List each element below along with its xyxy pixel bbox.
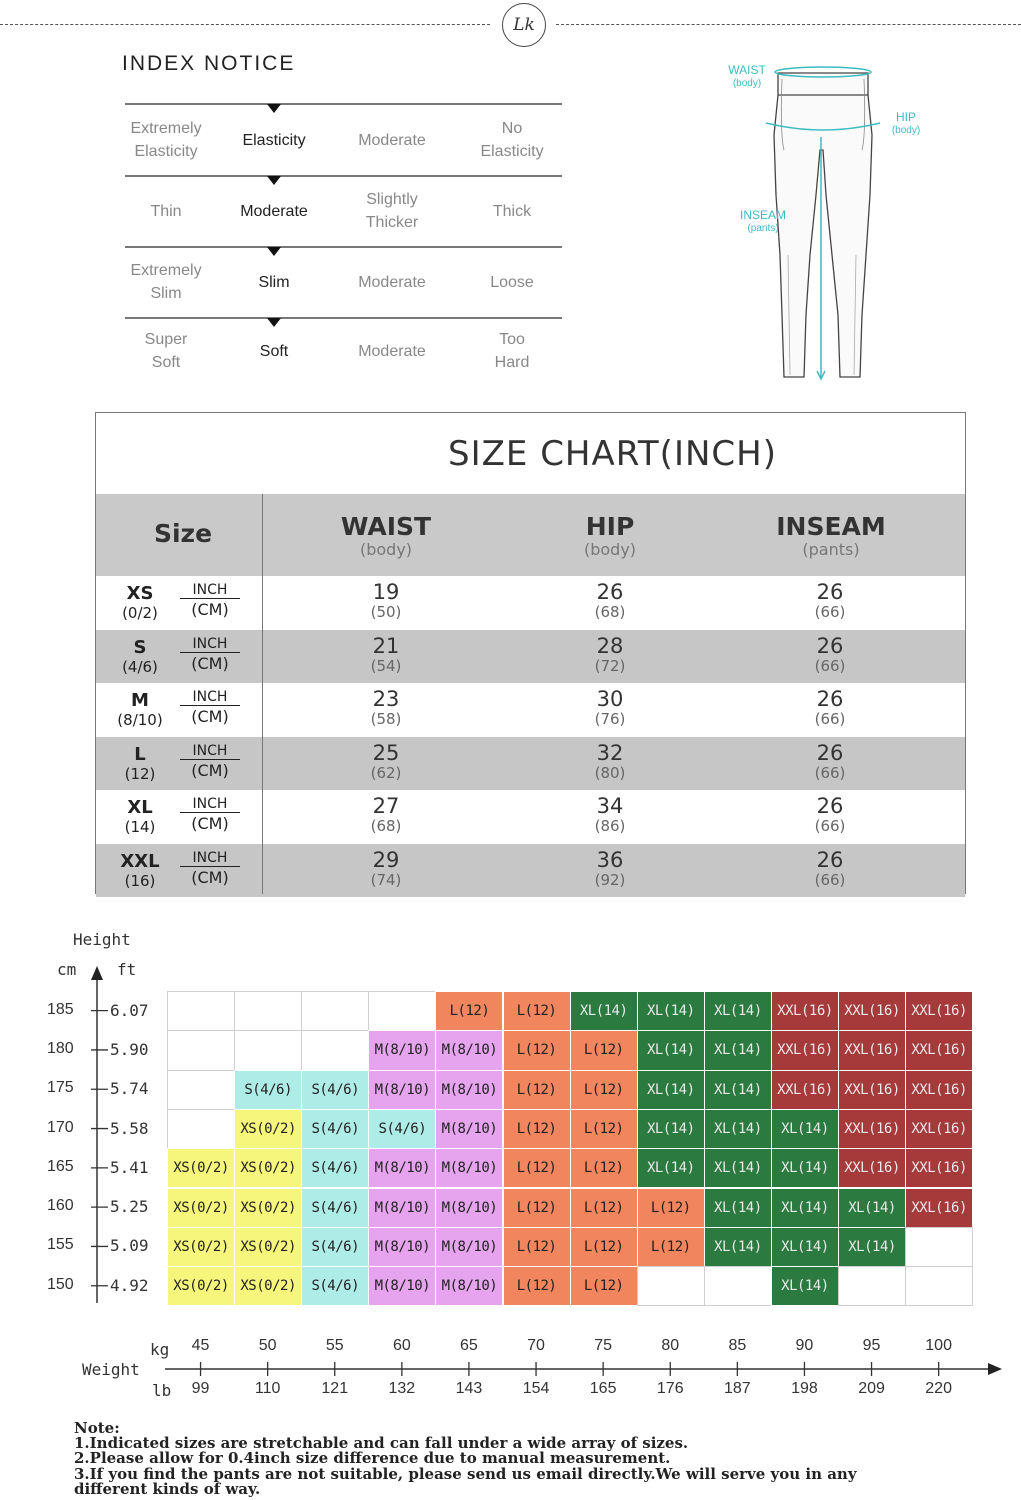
inseam-inch-value: 26 — [816, 687, 844, 711]
grid-cell — [234, 991, 302, 1031]
grid-cell: L(12) — [570, 1188, 638, 1228]
hip-cm-value: (72) — [594, 656, 626, 675]
weight-kg-tick: 85 — [728, 1337, 747, 1354]
hip-inch-value: 28 — [596, 633, 624, 658]
height-axis-label: Height — [73, 930, 131, 949]
grid-cell: XXL(16) — [905, 1188, 973, 1228]
inseam-column-title: INSEAM — [776, 512, 886, 541]
grid-cell: L(12) — [570, 1227, 638, 1267]
unit-cm: (CM) — [191, 867, 229, 887]
size-column-header-text: Size — [153, 519, 213, 548]
grid-cell: XXL(16) — [771, 1070, 839, 1110]
waist-cm-value: (50) — [370, 603, 402, 621]
size-letter: L — [134, 743, 146, 765]
hip-inch-value: 30 — [596, 687, 624, 711]
lb-unit-label: lb — [152, 1381, 172, 1400]
waist-inch-value: 25 — [372, 740, 400, 765]
grid-cell: XL(14) — [570, 991, 638, 1031]
grid-cell: XS(0/2) — [234, 1148, 302, 1188]
grid-cell: S(4/6) — [301, 1148, 369, 1188]
grid-cell: M(8/10) — [435, 1109, 503, 1149]
hip-inch-value: 32 — [596, 740, 624, 765]
size-us: (16) — [124, 871, 156, 890]
grid-cell: L(12) — [503, 1109, 571, 1149]
index-option: Moderate — [240, 202, 308, 220]
grid-cell: XL(14) — [771, 1188, 839, 1228]
grid-cell: S(4/6) — [301, 1070, 369, 1110]
grid-cell — [704, 1266, 772, 1306]
size-letter: S — [133, 636, 147, 658]
note-line: 3.If you find the pants are not suitable, please send us email directly.We will serve you in any — [74, 1464, 857, 1483]
weight-lb-tick: 209 — [858, 1380, 885, 1397]
grid-cell: L(12) — [503, 1070, 571, 1110]
grid-cell: XL(14) — [771, 1109, 839, 1149]
note-line: 2.Please allow for 0.4inch size difference due to manual measurement. — [74, 1449, 671, 1468]
hip-inch-value: 26 — [596, 580, 624, 604]
weight-kg-tick: 65 — [460, 1337, 478, 1354]
weight-kg-tick: 50 — [258, 1337, 277, 1354]
grid-cell: L(12) — [435, 991, 503, 1031]
size-letter: M — [131, 690, 149, 711]
grid-cell — [905, 1227, 973, 1267]
grid-cell: M(8/10) — [368, 1148, 436, 1188]
height-cm-tick: 185 — [47, 1000, 74, 1018]
index-option: Moderate — [358, 131, 426, 149]
grid-cell — [905, 1266, 973, 1306]
unit-cm: (CM) — [191, 760, 229, 780]
inseam-label-sub: (pants) — [747, 223, 779, 234]
grid-cell: L(12) — [503, 1188, 571, 1228]
weight-lb-tick: 110 — [254, 1380, 281, 1397]
waist-label-text: WAIST — [728, 63, 766, 77]
kg-unit-label: kg — [150, 1340, 170, 1359]
grid-cell — [167, 1030, 235, 1070]
size-us: (14) — [124, 818, 156, 836]
weight-lb-tick: 121 — [321, 1380, 349, 1397]
weight-lb-tick: 220 — [925, 1380, 952, 1397]
weight-lb-tick: 132 — [388, 1380, 416, 1397]
hip-cm-value: (68) — [594, 603, 626, 621]
grid-cell — [301, 991, 369, 1031]
grid-cell: S(4/6) — [301, 1227, 369, 1267]
size-chart-title: SIZE CHART(INCH) — [448, 434, 777, 474]
waist-cm-value: (58) — [370, 710, 402, 728]
waist-inch-value: 23 — [372, 687, 400, 711]
unit-inch: INCH — [180, 850, 240, 867]
weight-lb-tick: 154 — [522, 1380, 550, 1397]
height-ft-tick: 4.92 — [110, 1275, 149, 1295]
hip-column-title: HIP — [585, 512, 635, 541]
grid-cell: L(12) — [503, 1227, 571, 1267]
index-option: Soft — [259, 342, 289, 360]
height-ft-tick: 5.25 — [110, 1197, 149, 1217]
waist-inch-value: 29 — [372, 847, 400, 872]
inseam-inch-value: 26 — [816, 580, 844, 604]
grid-cell: XS(0/2) — [234, 1227, 302, 1267]
grid-cell: XL(14) — [771, 1266, 839, 1306]
grid-cell — [167, 1070, 235, 1110]
inseam-inch-value: 26 — [816, 847, 844, 872]
grid-cell: XL(14) — [838, 1188, 906, 1228]
grid-cell — [838, 1266, 906, 1306]
grid-cell — [637, 1266, 705, 1306]
grid-cell: XL(14) — [704, 1188, 772, 1228]
grid-cell — [167, 1109, 235, 1149]
grid-cell: L(12) — [570, 1070, 638, 1110]
unit-inch: INCH — [180, 689, 240, 706]
grid-cell — [368, 991, 436, 1031]
index-option: Extremely Slim — [130, 262, 202, 302]
size-letter: XS — [126, 583, 154, 604]
inseam-cm-value: (66) — [814, 870, 846, 889]
weight-kg-tick: 70 — [527, 1337, 545, 1354]
hip-inch-value: 36 — [596, 847, 624, 872]
grid-cell: S(4/6) — [368, 1109, 436, 1149]
index-option: Extremely Elasticity — [130, 120, 202, 160]
weight-lb-tick: 187 — [723, 1380, 751, 1397]
grid-cell: M(8/10) — [368, 1188, 436, 1228]
waist-inch-value: 27 — [372, 794, 400, 818]
size-us: (8/10) — [117, 711, 163, 729]
waist-column-title: WAIST — [340, 512, 432, 541]
grid-cell: XXL(16) — [905, 1070, 973, 1110]
weight-lb-tick: 198 — [791, 1380, 818, 1397]
index-option: Slim — [258, 273, 290, 291]
grid-cell: XXL(16) — [838, 1109, 906, 1149]
grid-cell: XXL(16) — [905, 1109, 973, 1149]
grid-cell: L(12) — [570, 1266, 638, 1306]
grid-cell: M(8/10) — [435, 1148, 503, 1188]
inseam-inch-value: 26 — [816, 740, 844, 765]
waist-cm-value: (62) — [370, 763, 402, 782]
size-letter: XXL — [120, 850, 160, 872]
waist-cm-value: (68) — [370, 817, 402, 835]
inseam-column-sub: (pants) — [802, 540, 860, 559]
grid-cell: M(8/10) — [435, 1070, 503, 1110]
grid-cell: M(8/10) — [435, 1266, 503, 1306]
index-option: Too Hard — [494, 331, 530, 371]
grid-cell: M(8/10) — [435, 1188, 503, 1228]
weight-kg-tick: 55 — [325, 1337, 344, 1354]
grid-cell: XL(14) — [704, 1109, 772, 1149]
grid-cell: XL(14) — [704, 991, 772, 1031]
grid-cell: XXL(16) — [838, 1030, 906, 1070]
cm-unit-label: cm — [57, 960, 77, 979]
height-ft-tick: 5.90 — [110, 1039, 149, 1059]
hip-label-text: HIP — [895, 110, 916, 124]
grid-cell: XXL(16) — [905, 991, 973, 1031]
grid-cell: M(8/10) — [368, 1266, 436, 1306]
height-ft-tick: 6.07 — [110, 1000, 149, 1020]
ft-unit-label: ft — [117, 960, 137, 979]
index-notice-title: INDEX NOTICE — [122, 52, 296, 75]
grid-cell: XXL(16) — [838, 1148, 906, 1188]
grid-cell: XL(14) — [704, 1030, 772, 1070]
grid-cell: XS(0/2) — [167, 1266, 235, 1306]
unit-cm: (CM) — [191, 814, 229, 833]
unit-inch: INCH — [180, 796, 240, 813]
grid-cell: L(12) — [637, 1227, 705, 1267]
grid-cell: XS(0/2) — [234, 1109, 302, 1149]
height-cm-tick: 170 — [47, 1118, 74, 1136]
size-letter: XL — [127, 797, 153, 818]
unit-inch: INCH — [180, 636, 240, 653]
inseam-cm-value: (66) — [814, 603, 846, 621]
weight-lb-tick: 143 — [455, 1380, 483, 1397]
waist-cm-value: (74) — [370, 870, 402, 889]
grid-cell: XS(0/2) — [167, 1188, 235, 1228]
grid-cell: XXL(16) — [771, 1030, 839, 1070]
inseam-inch-value: 26 — [816, 633, 844, 658]
grid-cell: L(12) — [637, 1188, 705, 1228]
grid-cell: XL(14) — [771, 1227, 839, 1267]
grid-cell: L(12) — [503, 1266, 571, 1306]
index-option: Elasticity — [242, 131, 306, 149]
size-us: (4/6) — [122, 657, 158, 676]
notes-heading: Note: — [74, 1419, 120, 1437]
grid-cell: XS(0/2) — [167, 1148, 235, 1188]
height-cm-tick: 175 — [47, 1079, 74, 1097]
height-cm-tick: 165 — [47, 1157, 74, 1175]
grid-cell: S(4/6) — [301, 1109, 369, 1149]
grid-cell: M(8/10) — [368, 1070, 436, 1110]
note-line: 1.Indicated sizes are stretchable and can fall under a wide array of sizes. — [74, 1434, 689, 1453]
grid-cell: XXL(16) — [838, 991, 906, 1031]
waist-column-sub: (body) — [359, 540, 413, 559]
hip-label-sub: (body) — [891, 125, 921, 136]
index-option: Loose — [490, 273, 534, 291]
grid-cell — [234, 1030, 302, 1070]
height-cm-tick: 150 — [47, 1275, 74, 1293]
grid-cell: XS(0/2) — [234, 1266, 302, 1306]
weight-kg-tick: 100 — [925, 1337, 952, 1354]
index-option: No Elasticity — [480, 120, 544, 160]
height-ft-tick: 5.74 — [110, 1079, 149, 1099]
hip-cm-value: (76) — [594, 710, 626, 728]
size-us: (0/2) — [122, 604, 158, 622]
inseam-cm-value: (66) — [814, 817, 846, 835]
grid-cell: XS(0/2) — [234, 1188, 302, 1228]
unit-cm: (CM) — [191, 600, 229, 619]
grid-cell: M(8/10) — [368, 1227, 436, 1267]
grid-cell: L(12) — [570, 1030, 638, 1070]
waist-inch-value: 21 — [372, 633, 400, 658]
height-axis-arrow — [91, 966, 103, 980]
grid-cell: L(12) — [570, 1148, 638, 1188]
weight-axis-label: Weight — [82, 1360, 140, 1379]
inseam-cm-value: (66) — [814, 710, 846, 728]
grid-cell: M(8/10) — [435, 1227, 503, 1267]
grid-cell: XXL(16) — [905, 1148, 973, 1188]
unit-inch: INCH — [180, 743, 240, 760]
note-line: different kinds of way. — [74, 1479, 261, 1498]
grid-cell: XL(14) — [637, 1070, 705, 1110]
unit-inch: INCH — [180, 582, 240, 599]
index-option: Slightly Thicker — [365, 191, 419, 231]
grid-cell: XXL(16) — [771, 991, 839, 1031]
height-ft-tick: 5.41 — [110, 1157, 149, 1177]
height-cm-tick: 180 — [47, 1039, 74, 1057]
weight-lb-tick: 165 — [589, 1380, 617, 1397]
grid-cell: L(12) — [503, 1030, 571, 1070]
index-option: Moderate — [358, 342, 426, 360]
grid-cell: XL(14) — [704, 1070, 772, 1110]
grid-cell: L(12) — [503, 991, 571, 1031]
weight-lb-tick: 176 — [656, 1380, 684, 1397]
grid-cell: L(12) — [503, 1148, 571, 1188]
index-option: Moderate — [358, 273, 426, 291]
height-ft-tick: 5.58 — [110, 1118, 149, 1138]
grid-cell: XL(14) — [637, 991, 705, 1031]
inseam-cm-value: (66) — [814, 656, 846, 675]
inseam-cm-value: (66) — [814, 763, 846, 782]
hip-column-sub: (body) — [583, 540, 637, 559]
grid-cell: S(4/6) — [234, 1070, 302, 1110]
grid-cell: XXL(16) — [838, 1070, 906, 1110]
grid-cell: L(12) — [570, 1109, 638, 1149]
grid-cell: XS(0/2) — [167, 1227, 235, 1267]
inseam-label-text: INSEAM — [739, 208, 786, 222]
height-ft-tick: 5.09 — [110, 1236, 149, 1256]
hip-cm-value: (92) — [594, 870, 626, 889]
hip-cm-value: (86) — [594, 817, 626, 835]
grid-cell: XL(14) — [704, 1227, 772, 1267]
waist-inch-value: 19 — [372, 580, 400, 604]
inseam-inch-value: 26 — [816, 794, 844, 818]
size-us: (12) — [124, 764, 156, 783]
grid-cell: XXL(16) — [905, 1030, 973, 1070]
height-cm-tick: 155 — [47, 1236, 74, 1254]
height-cm-tick: 160 — [47, 1197, 74, 1215]
index-option: Thin — [150, 202, 182, 220]
grid-cell: XL(14) — [704, 1148, 772, 1188]
unit-cm: (CM) — [191, 653, 229, 673]
hip-inch-value: 34 — [596, 794, 624, 818]
grid-cell: XL(14) — [838, 1227, 906, 1267]
brand-logo-text: Lk — [513, 15, 535, 35]
grid-cell: XL(14) — [637, 1148, 705, 1188]
grid-cell: S(4/6) — [301, 1266, 369, 1306]
index-option: Super Soft — [144, 331, 188, 371]
weight-kg-tick: 45 — [191, 1337, 210, 1354]
grid-cell: XL(14) — [637, 1030, 705, 1070]
index-option: Thick — [492, 202, 532, 220]
weight-kg-tick: 95 — [862, 1337, 881, 1354]
grid-cell — [301, 1030, 369, 1070]
waist-label-sub: (body) — [732, 78, 762, 89]
grid-cell: M(8/10) — [368, 1030, 436, 1070]
weight-kg-tick: 90 — [795, 1337, 814, 1354]
weight-kg-tick: 60 — [392, 1337, 411, 1354]
weight-axis-arrow — [988, 1363, 1002, 1375]
unit-cm: (CM) — [191, 707, 229, 726]
grid-cell — [167, 991, 235, 1031]
weight-lb-tick: 99 — [191, 1380, 210, 1397]
grid-cell: S(4/6) — [301, 1188, 369, 1228]
weight-kg-tick: 80 — [661, 1337, 680, 1354]
weight-kg-tick: 75 — [594, 1337, 613, 1354]
waist-cm-value: (54) — [370, 656, 402, 675]
grid-cell: M(8/10) — [435, 1030, 503, 1070]
grid-cell: XL(14) — [637, 1109, 705, 1149]
grid-cell: XL(14) — [771, 1148, 839, 1188]
hip-cm-value: (80) — [594, 763, 626, 782]
